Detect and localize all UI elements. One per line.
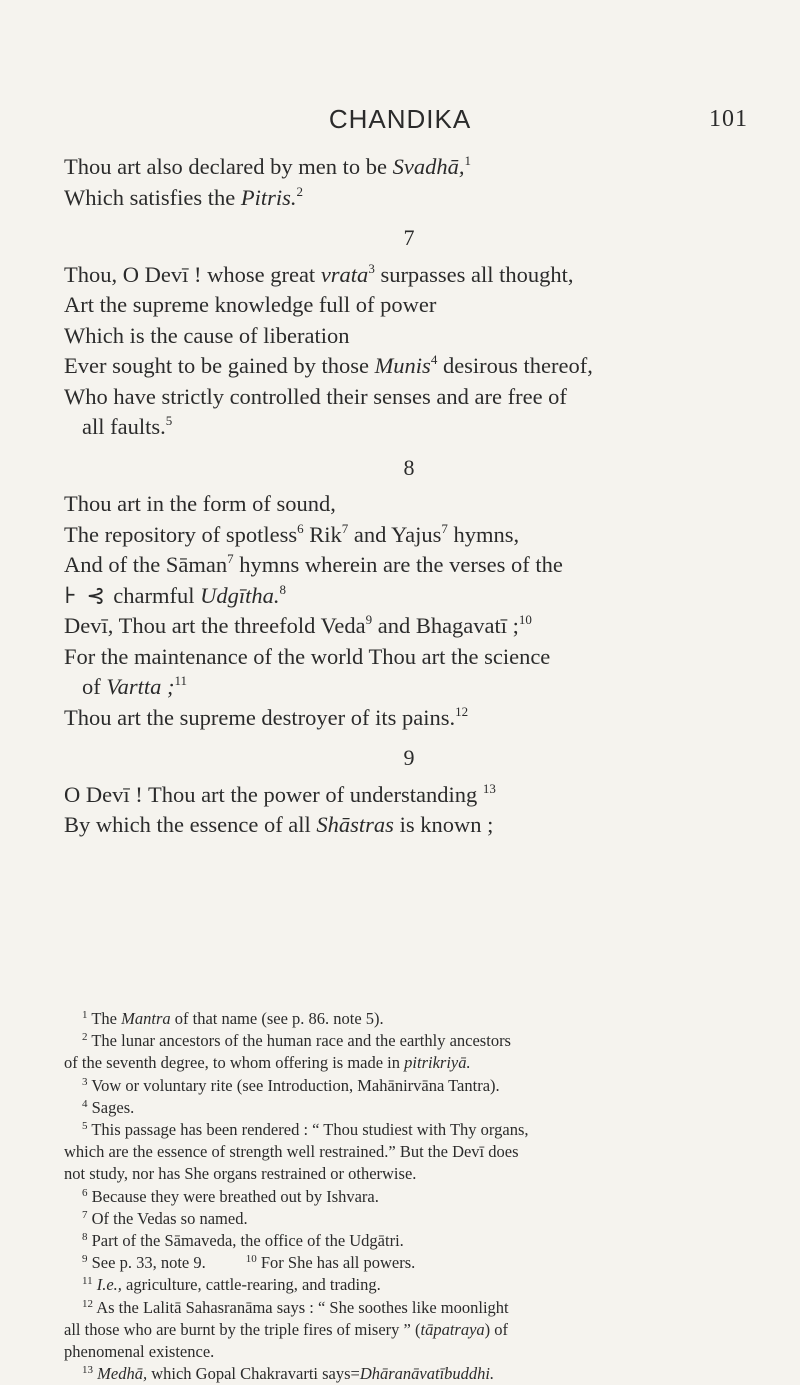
footnote-ref: 7 (341, 520, 349, 536)
verse-line: Ever sought to be gained by those Munis$^4$ desirous thereof, (64, 352, 593, 378)
footnote-ref: 1 (464, 153, 472, 168)
verse-line: Thou art also declared by men to be Svadhā,$^1$ (64, 153, 472, 179)
verse-line: By which the essence of all Shāstras is known ; (64, 812, 494, 837)
verse-line: The repository of spotless$^6$ Rik$^7$ and Yajus$^7$ hymns, (64, 520, 520, 547)
verse-line: Thou art in the form of sound, (64, 491, 336, 516)
margin-mark: ⊦ ⊰ (64, 582, 108, 608)
verse-line: Thou art the supreme destroyer of its pains.$^{12}$ (64, 703, 469, 730)
verse-line: all faults.$^5$ (82, 413, 173, 439)
verse-line: For the maintenance of the world Thou art the science (64, 643, 551, 669)
footnote: $^2$ The lunar ancestors of the human race and the earthly ancestors (82, 1031, 511, 1051)
footnote-ref: 12 (455, 703, 469, 719)
verse-line: And of the Sāman$^7$ hymns wherein are the verses of the (64, 551, 563, 577)
footnote-ref: 5 (165, 413, 173, 428)
verse-line: Thou, O Devī ! whose great vrata$^3$ surpasses all thought, (64, 260, 574, 287)
footnote-ref: 11 (174, 673, 188, 688)
verse-number: 7 (403, 225, 415, 250)
footnote-continuation: not study, nor has She organs restrained or otherwise. (64, 1164, 417, 1184)
verse-line: ⊦ ⊰ charmful Udgītha.$^8$ (64, 581, 286, 608)
footnote-continuation: which are the essence of strength well restrained.” But the Devī does (64, 1142, 519, 1162)
footnote: $^{13}$ Medhā, which Gopal Chakravarti says=Dhāranāvatībuddhi. (82, 1364, 495, 1384)
footnote: $^8$ Part of the Sāmaveda, the office of the Udgātri. (82, 1231, 404, 1251)
footnote: $^6$ Because they were breathed out by Ishvara. (82, 1186, 379, 1206)
footnote: $^{12}$ As the Lalitā Sahasranāma says : “ She soothes like moonlight (82, 1297, 509, 1317)
footnote-ref: 2 (296, 183, 303, 199)
verse-line: Which satisfies the Pitris.$^2$ (64, 183, 303, 210)
footnote: $^7$ Of the Vedas so named. (82, 1208, 248, 1228)
footnote-continuation: of the seventh degree, to whom offering is made in pitrikriyā. (64, 1053, 471, 1073)
footnote-ref: 8 (279, 581, 286, 597)
footnote-ref: 4 (430, 352, 438, 367)
running-head: CHANDIKA (328, 104, 472, 134)
footnote-continuation: phenomenal existence. (64, 1342, 215, 1362)
verse-line: Devī, Thou art the threefold Veda$^9$ and Bhagavatī ;$^{10}$ (64, 612, 532, 638)
footnote-ref: 3 (368, 260, 375, 276)
footnote: $^9$ See p. 33, note 9. $^{10}$ For She has all powers. (82, 1253, 416, 1273)
verse-number: 9 (403, 745, 415, 770)
footnote: $^4$ Sages. (82, 1097, 135, 1117)
footnote: $^3$ Vow or voluntary rite (see Introduction, Mahānirvāna Tantra). (82, 1075, 500, 1095)
footnotes (64, 1008, 754, 1385)
verse-line: O Devī ! Thou art the power of understanding $^{13}$ (64, 780, 496, 807)
verse-line: Art the supreme knowledge full of power (64, 292, 437, 317)
footnote-ref: 7 (227, 551, 234, 566)
footnote-continuation: all those who are burnt by the triple fires of misery ” (tāpatraya) of (64, 1319, 509, 1339)
footnote-ref: 7 (441, 520, 448, 536)
page-number: 101 (709, 106, 748, 132)
hymn-text (64, 152, 754, 841)
footnote-ref: 13 (482, 780, 496, 796)
footnote: $^5$ This passage has been rendered : “ Thou studiest with Thy organs, (82, 1120, 529, 1140)
verse-number: 8 (403, 454, 415, 480)
footnote: $^1$ The Mantra of that name (see p. 86. note 5). (82, 1009, 384, 1028)
verse-line: of Vartta ;$^{11}$ (82, 673, 188, 699)
page-header (0, 104, 800, 140)
footnote-ref: 6 (297, 520, 304, 536)
footnote: $^{11}$ I.e., agriculture, cattle-rearing, and trading. (82, 1275, 381, 1295)
footnote-ref: 9 (365, 612, 373, 627)
verse-line: Which is the cause of liberation (64, 322, 350, 348)
verse-line: Who have strictly controlled their senses and are free of (64, 383, 567, 409)
footnote-ref: 10 (518, 612, 532, 627)
